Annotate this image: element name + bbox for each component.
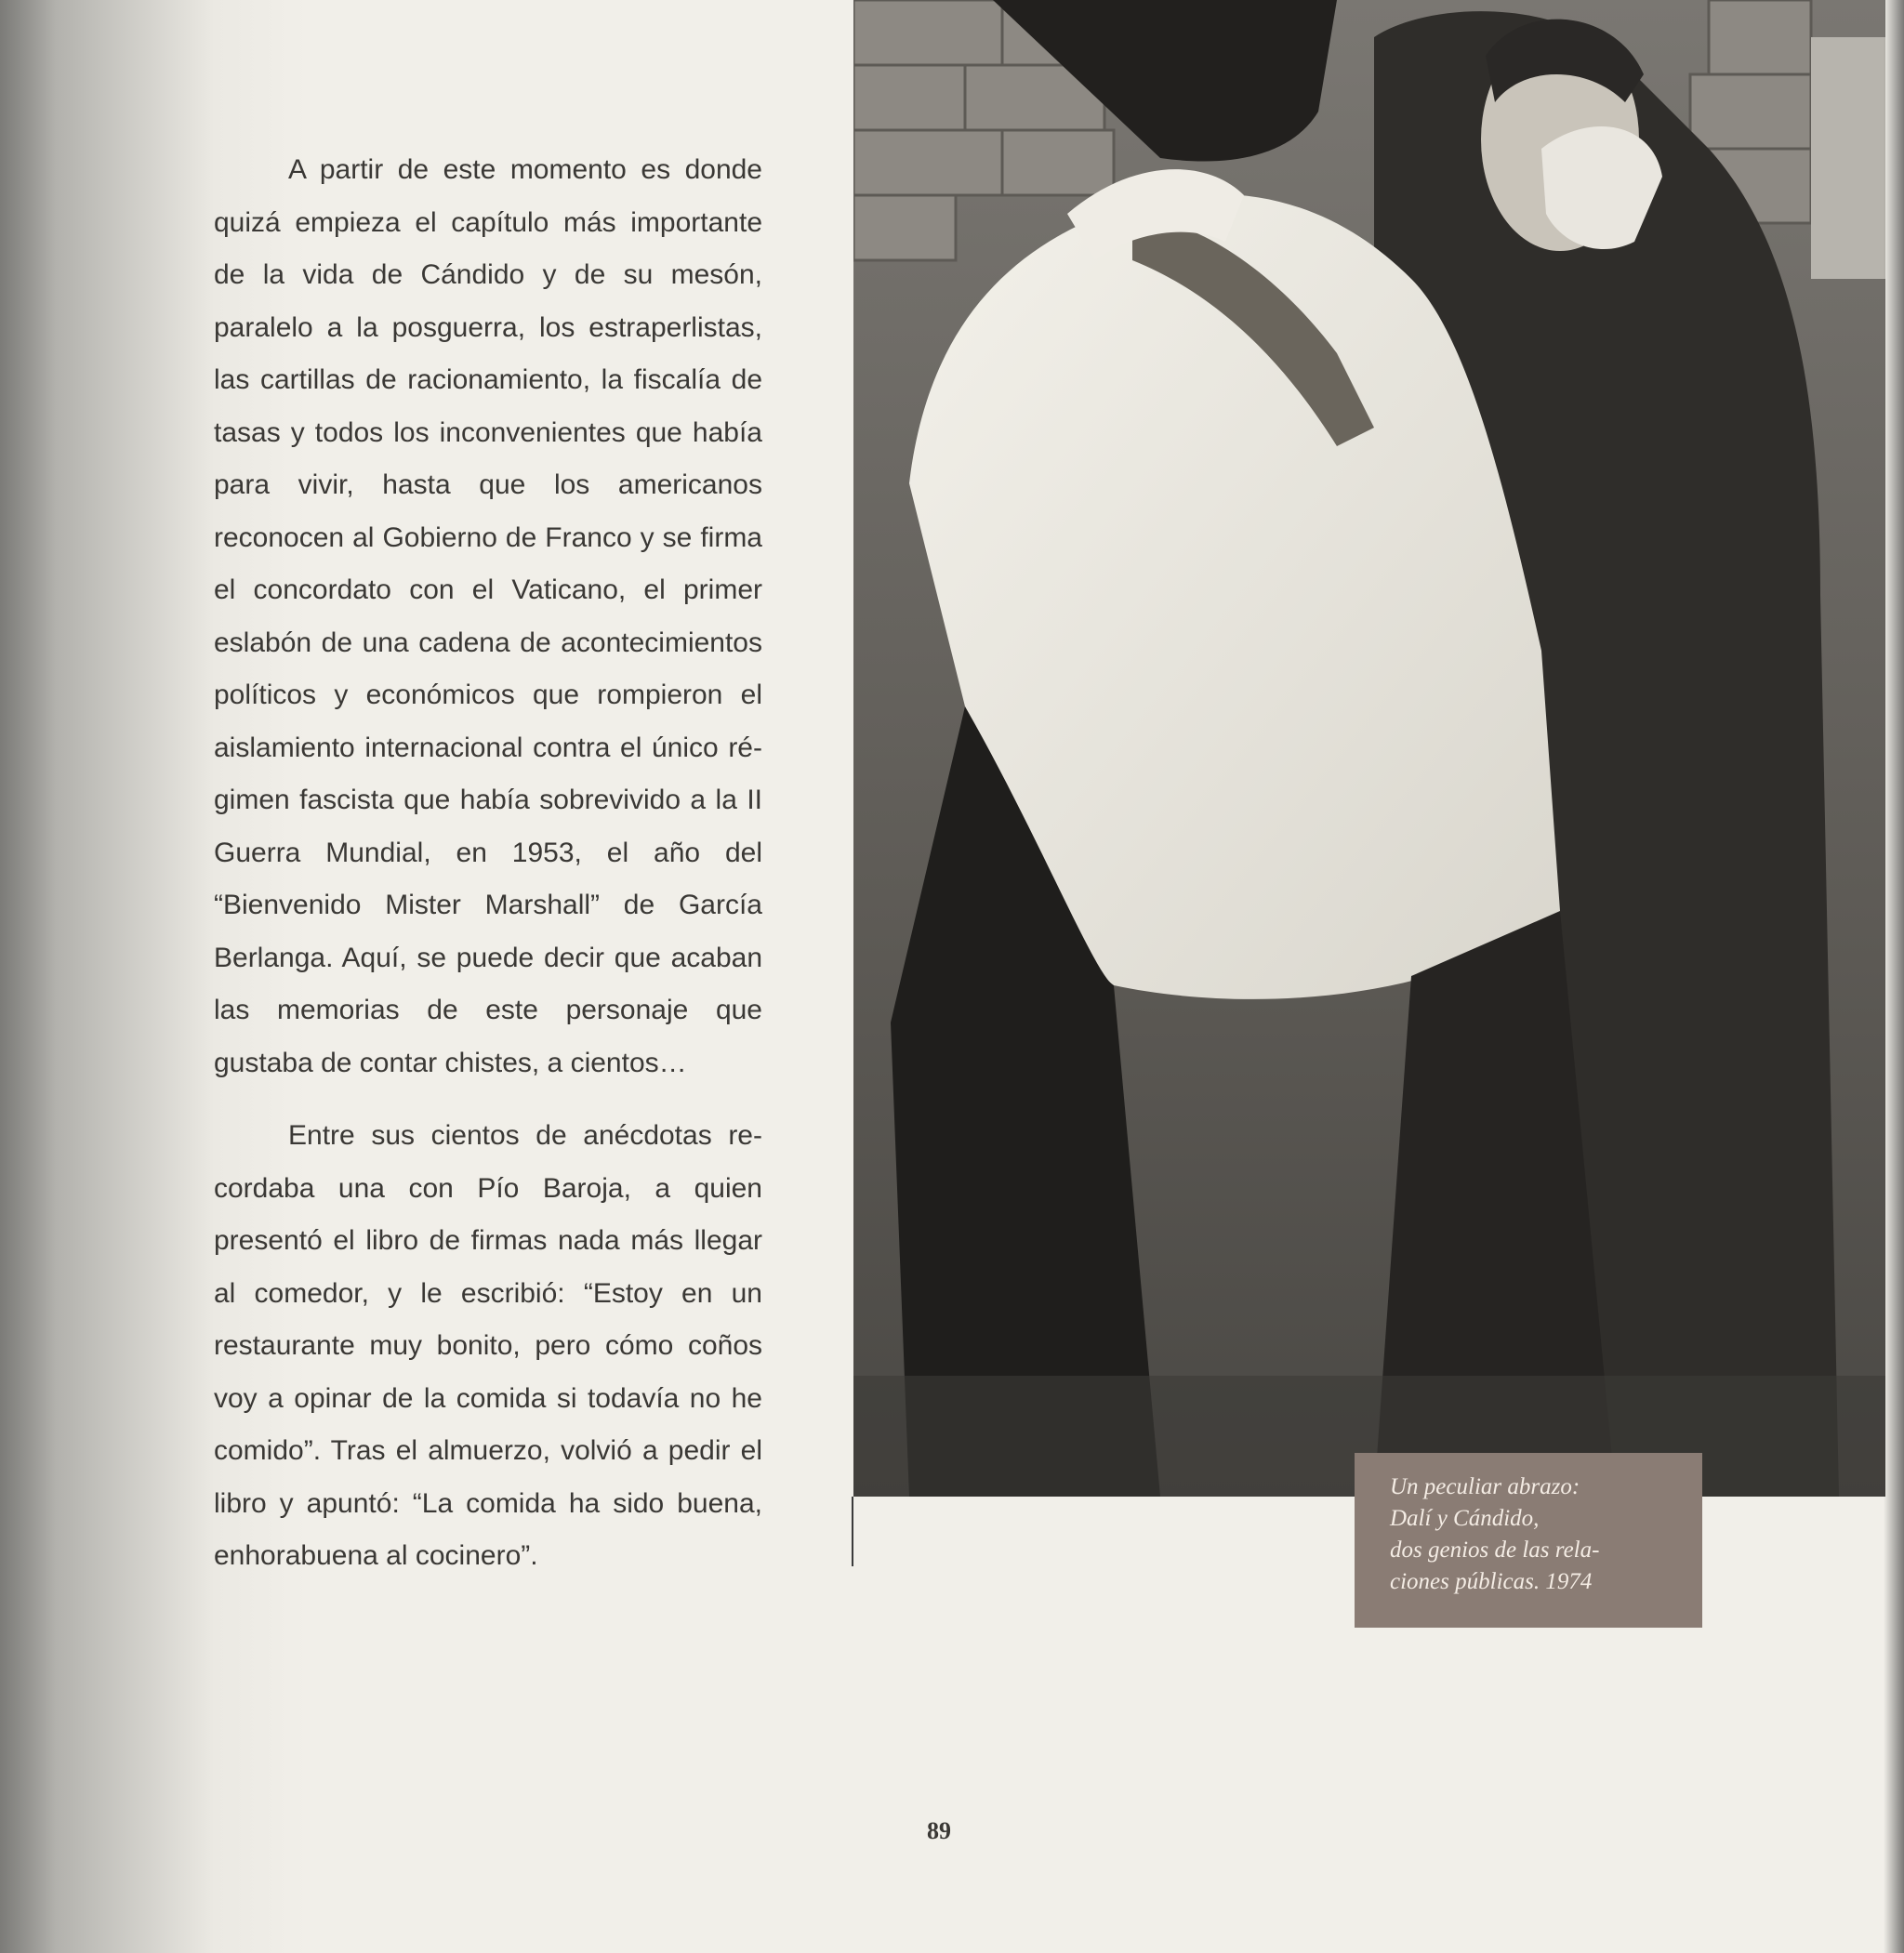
paragraph-2: Entre sus cientos de anécdotas recordaba una con Pío Baroja, a quien presentó el libro de firmas nada más llegar al comedor, y le escribió: “Estoy en un restaurante muy bonito, pero cómo coños voy a opinar de la comida si todavía no he comido”. Tras el almuerzo, volvió a pedir el libro y apuntó: “La comida ha sido buena, enhorabuena al cocinero”. xyxy=(214,1120,762,1571)
photograph-dali-candido xyxy=(853,0,1885,1497)
photo-caption: Un peculiar abrazo: Dalí y Cándido, dos genios de las rela- ciones públicas. 1974 xyxy=(1355,1453,1702,1628)
body-text-column xyxy=(214,144,762,1583)
paragraph-1: A partir de este momento es donde quizá empieza el capítulo más importante de la vida de Cándido y de su mesón, paralelo a la posguerra, los estraperlistas, las cartillas de racionamiento, la fiscalía de tasas y todos los inconvenientes que había para vivir, hasta que los americanos reconocen al Gobierno de Franco y se firma el concordato con el Vaticano, el primer eslabón de una cadena de acontecimientos políticos y económicos que rompieron el aislamiento internacional contra el único régimen fascista que había sobrevivido a la II Guerra Mundial, en 1953, el año del “Bienvenido Mister Marshall” de García Berlanga. Aquí, se puede decir que acaban las memorias de este personaje que gustaba de contar chistes, a cientos… xyxy=(214,154,762,1078)
photo-illustration xyxy=(853,0,1885,1497)
page-number: 89 xyxy=(927,1817,951,1844)
gutter-shadow xyxy=(0,0,56,1953)
page-edge-shadow xyxy=(1884,0,1904,1953)
photo-border-line xyxy=(852,1497,853,1566)
